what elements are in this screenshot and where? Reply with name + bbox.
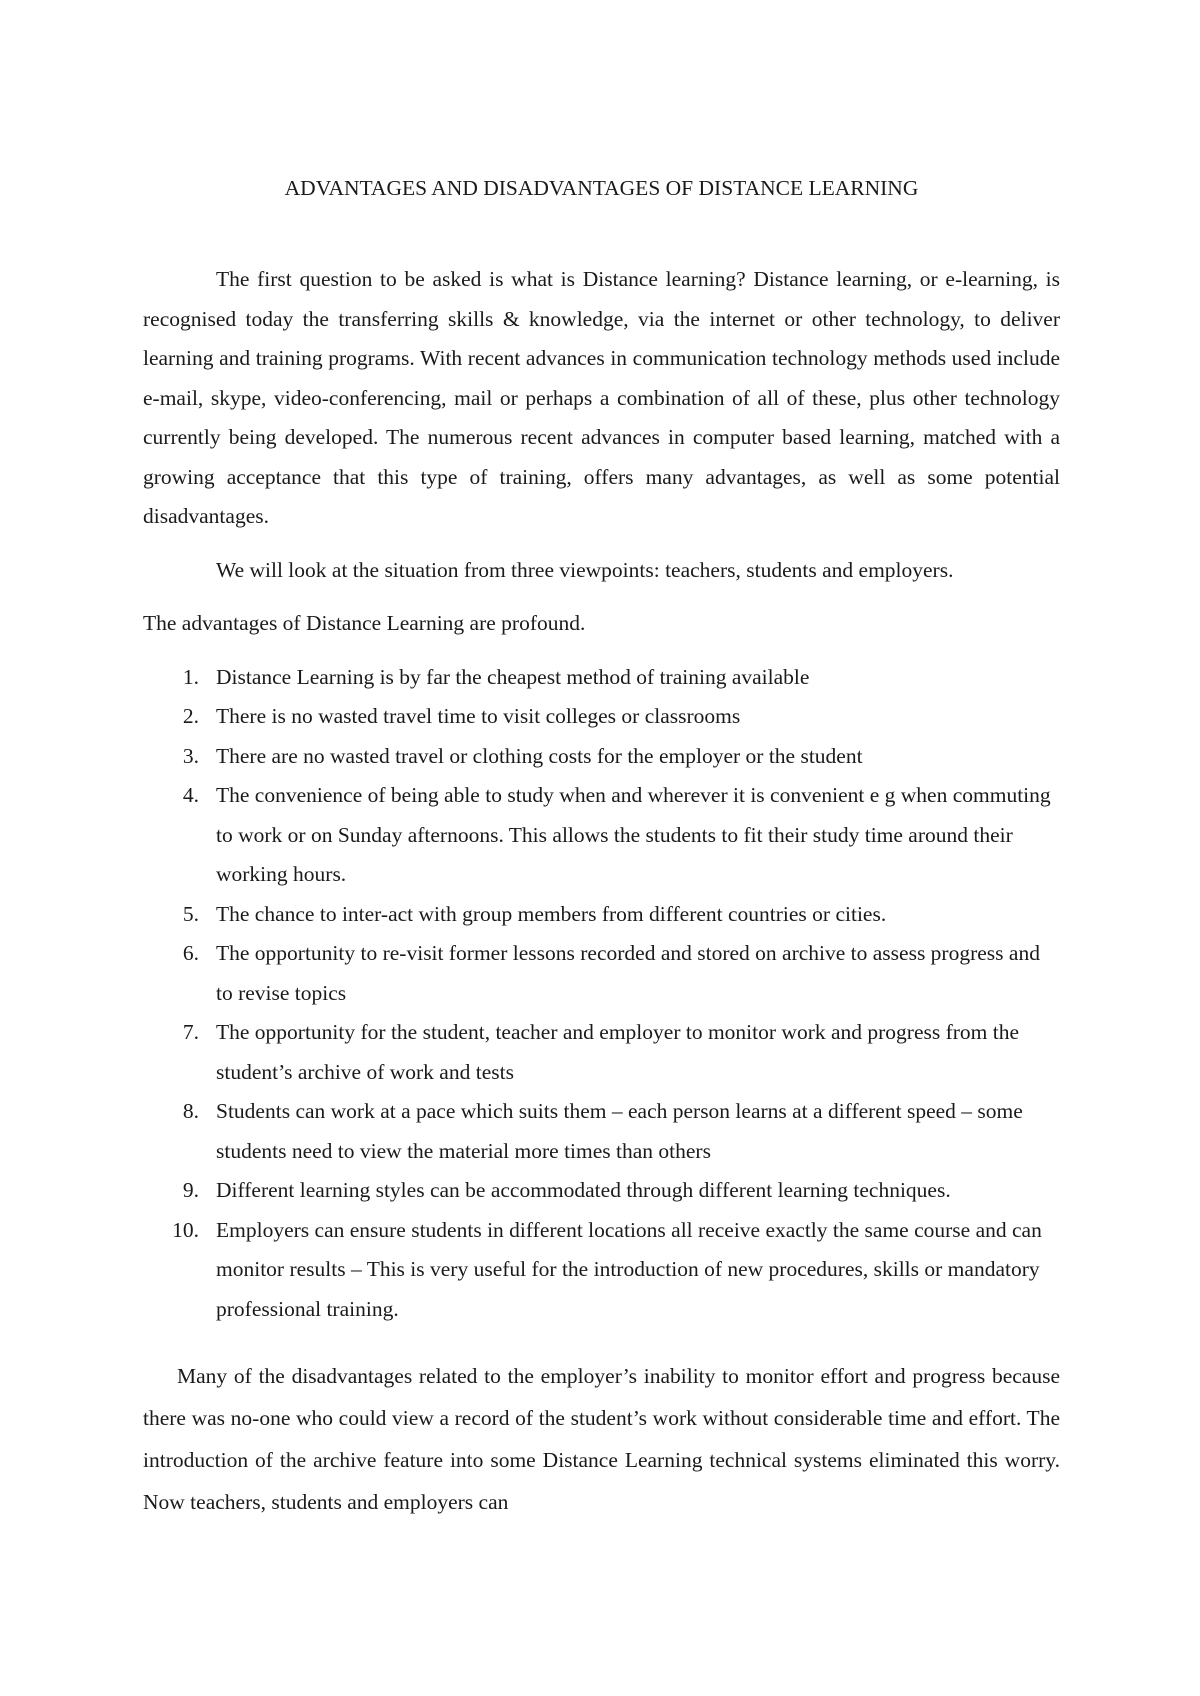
intro-paragraph: The first question to be asked is what is Distance learning? Distance learning, or e-learning, is recognised today the transferring skills & knowledge, via the internet or other technology, to deliver learning and training programs. With recent advances in communication technology methods used include e-mail, skype, video-conferencing, mail or perhaps a combination of all of these, plus other technology currently being developed. The numerous recent advances in computer based learning, matched with a growing acceptance that this type of training, offers many advantages, as well as some potential disadvantages. xyxy=(143,267,1060,528)
list-item xyxy=(143,934,1060,1013)
list-item-text: The convenience of being able to study when and wherever it is convenient e g when commuting to work or on Sunday afternoons. This allows the students to fit their study time around their working hours. xyxy=(216,783,1051,886)
list-item-number: 2. xyxy=(182,704,199,728)
list-item-number: 7. xyxy=(182,1020,199,1044)
list-item-number: 6. xyxy=(182,941,199,965)
list-item-number: 1. xyxy=(182,664,199,689)
list-item xyxy=(143,895,1060,935)
list-item-text: There is no wasted travel time to visit colleges or classrooms xyxy=(216,704,741,728)
list-item xyxy=(143,1013,1060,1092)
viewpoints-paragraph: We will look at the situation from three viewpoints: teachers, students and employers. xyxy=(216,557,954,582)
list-item-text: The opportunity to re-visit former lessons recorded and stored on archive to assess progress and to revise topics xyxy=(216,941,1040,1005)
document-title: ADVANTAGES AND DISADVANTAGES OF DISTANCE LEARNING xyxy=(284,176,919,200)
list-item-text: Employers can ensure students in different locations all receive exactly the same course and can monitor results – This is very useful for the introduction of new procedures, skills or mandatory professional training. xyxy=(216,1217,1042,1321)
advantages-list xyxy=(143,658,1060,1330)
list-item xyxy=(143,737,1060,777)
list-item-number: 5. xyxy=(182,901,199,926)
list-item-number: 8. xyxy=(182,1099,199,1123)
list-item-text: Students can work at a pace which suits them – each person learns at a different speed – some students need to view the material more times than others xyxy=(216,1099,1023,1163)
list-item-number: 10. xyxy=(172,1217,199,1242)
list-item xyxy=(143,697,1060,737)
list-item-text: The chance to inter-act with group members from different countries or cities. xyxy=(216,901,887,926)
list-item-number: 9. xyxy=(182,1178,199,1202)
list-item-text: The opportunity for the student, teacher and employer to monitor work and progress from the student’s archive of work and tests xyxy=(216,1020,1020,1084)
list-item-text: Different learning styles can be accommodated through different learning techniques. xyxy=(216,1178,951,1202)
list-item-text: There are no wasted travel or clothing costs for the employer or the student xyxy=(216,743,863,768)
list-item xyxy=(143,1092,1060,1171)
list-item-number: 4. xyxy=(182,783,199,807)
list-item xyxy=(143,658,1060,698)
list-item xyxy=(143,1211,1060,1330)
list-item xyxy=(143,1171,1060,1211)
advantages-intro: The advantages of Distance Learning are profound. xyxy=(143,611,586,635)
list-item-text: Distance Learning is by far the cheapest method of training available xyxy=(216,664,810,689)
list-item-number: 3. xyxy=(182,743,199,768)
list-item xyxy=(143,776,1060,895)
disadvantages-paragraph: Many of the disadvantages related to the employer’s inability to monitor effort and progress because there was no-one who could view a record of the student’s work without considerable time and effort. The introduction of the archive feature into some Distance Learning technical systems eliminated this worry. Now teachers, students and employers can xyxy=(143,1364,1060,1514)
document-body xyxy=(143,172,1060,1523)
